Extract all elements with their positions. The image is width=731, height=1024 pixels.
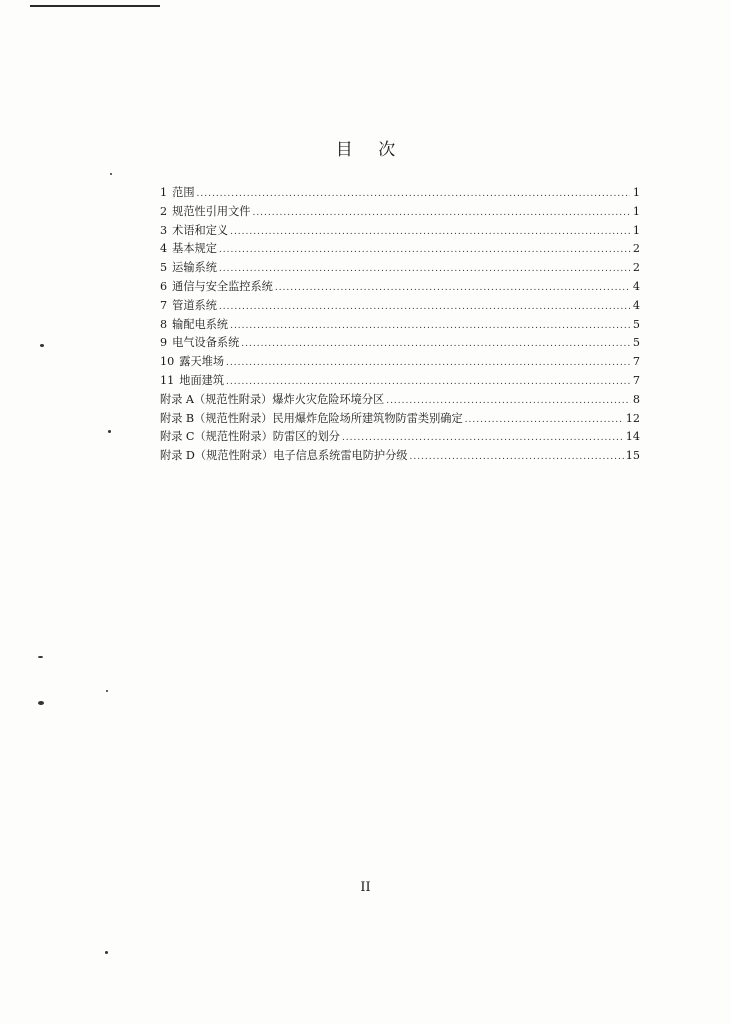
toc-entry-page: 1 [632, 204, 640, 218]
toc-entry-title: 附录 A（规范性附录）爆炸火灾危险环境分区 [160, 392, 385, 406]
toc-entry-page: 4 [632, 298, 640, 312]
toc-entry-title: 运输系统 [172, 261, 217, 275]
toc-entry-page: 12 [625, 411, 640, 425]
scan-speck [38, 656, 43, 658]
toc-entry-number: 4 [160, 242, 168, 256]
scan-speck [106, 690, 108, 692]
toc-entry[interactable] [160, 334, 640, 353]
dot-leader [241, 335, 630, 354]
toc-entry-number: 11 [160, 373, 175, 387]
toc-entry-appendix-a[interactable] [160, 391, 640, 410]
toc-entry[interactable] [160, 278, 640, 297]
toc-entry-page: 2 [632, 261, 640, 275]
toc-entry-page: 7 [632, 373, 640, 387]
toc-entry-page: 7 [632, 355, 640, 369]
dot-leader [230, 317, 630, 336]
scan-speck [110, 173, 112, 175]
toc-entry-title: 管道系统 [172, 298, 217, 312]
toc-entry-page: 14 [625, 430, 640, 444]
dot-leader [219, 298, 630, 317]
toc-entry-title: 附录 C（规范性附录）防雷区的划分 [160, 430, 340, 444]
scan-speck [38, 701, 44, 705]
toc-entry-page: 1 [632, 223, 640, 237]
toc-entry-title: 附录 D（规范性附录）电子信息系统雷电防护分级 [160, 449, 408, 463]
toc-entry-number: 6 [160, 279, 168, 293]
toc-entry-title: 术语和定义 [172, 223, 229, 237]
toc-entry[interactable] [160, 240, 640, 259]
toc-entry[interactable] [160, 297, 640, 316]
dot-leader [386, 392, 630, 411]
dot-leader [230, 223, 630, 242]
dot-leader [226, 354, 630, 373]
dot-leader [219, 260, 630, 279]
toc-entry-page: 5 [632, 317, 640, 331]
toc-entry-title: 电气设备系统 [172, 336, 240, 350]
toc-entry-page: 2 [632, 242, 640, 256]
table-of-contents [160, 184, 640, 466]
dot-leader [342, 429, 624, 448]
scan-speck [40, 344, 44, 347]
toc-entry-title: 输配电系统 [172, 317, 229, 331]
toc-entry[interactable] [160, 353, 640, 372]
scan-speck [108, 430, 111, 433]
toc-entry[interactable] [160, 372, 640, 391]
toc-entry-title: 规范性引用文件 [172, 204, 251, 218]
toc-entry-number: 8 [160, 317, 168, 331]
toc-entry-page: 8 [632, 392, 640, 406]
toc-entry-title: 附录 B（规范性附录）民用爆炸危险场所建筑物防雷类别确定 [160, 411, 463, 425]
toc-entry[interactable] [160, 259, 640, 278]
toc-entry-number: 3 [160, 223, 168, 237]
toc-entry-title: 通信与安全监控系统 [172, 279, 273, 293]
dot-leader [409, 448, 623, 467]
toc-entry[interactable] [160, 316, 640, 335]
toc-entry-title: 露天堆场 [179, 355, 225, 369]
toc-entry[interactable] [160, 203, 640, 222]
toc-entry-number: 9 [160, 336, 168, 350]
toc-entry[interactable] [160, 222, 640, 241]
toc-entry-appendix-d[interactable] [160, 447, 640, 466]
dot-leader [252, 204, 630, 223]
header-rule [30, 5, 160, 7]
toc-entry-number: 5 [160, 261, 168, 275]
toc-entry-title: 范围 [172, 186, 195, 199]
toc-entry-appendix-b[interactable] [160, 410, 640, 429]
toc-entry-number: 2 [160, 204, 168, 218]
toc-entry-number: 7 [160, 298, 168, 312]
dot-leader [219, 241, 630, 260]
toc-entry-page: 15 [625, 449, 640, 463]
toc-entry[interactable] [160, 184, 640, 203]
toc-entry-title: 地面建筑 [179, 373, 225, 387]
dot-leader [275, 279, 630, 298]
dot-leader [465, 411, 624, 430]
toc-entry-number: 1 [160, 186, 168, 199]
page-number: II [360, 880, 371, 895]
toc-entry-appendix-c[interactable] [160, 428, 640, 447]
toc-entry-title: 基本规定 [172, 242, 217, 256]
dot-leader [226, 373, 630, 392]
dot-leader [197, 185, 630, 204]
toc-entry-page: 4 [632, 279, 640, 293]
scan-speck [105, 951, 108, 954]
toc-entry-page: 5 [632, 336, 640, 350]
toc-entry-number: 10 [160, 355, 175, 369]
page-title: 目 次 [335, 140, 406, 160]
toc-entry-page: 1 [632, 186, 640, 199]
